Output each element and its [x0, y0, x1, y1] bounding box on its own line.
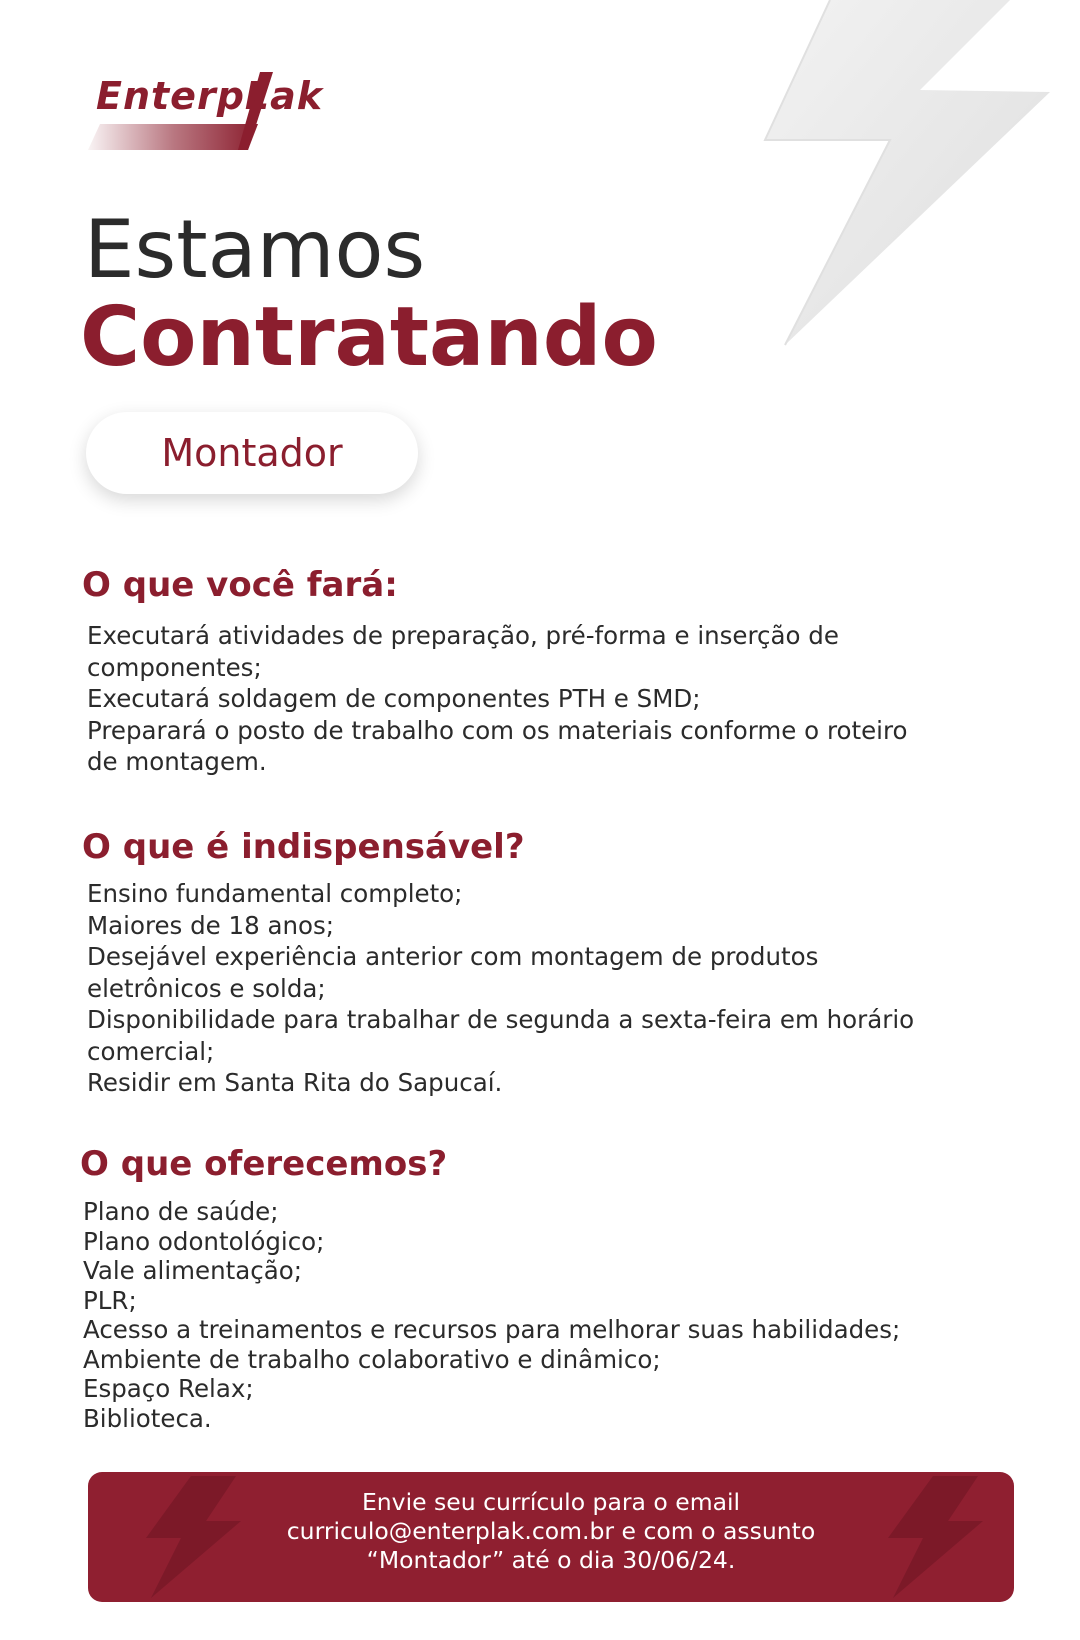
- role-badge: Montador: [86, 412, 418, 494]
- list-item: Disponibilidade para trabalhar de segunda a sexta-feira em horário: [87, 1005, 915, 1034]
- cta-banner: [88, 1472, 1014, 1602]
- cta-line-1: Envie seu currículo para o email: [361, 1488, 741, 1516]
- section-body-tasks: [87, 620, 1007, 778]
- section-body-benefits: [83, 1197, 1003, 1433]
- cta-text: [88, 1488, 1014, 1575]
- list-item: Vale alimentação;: [83, 1256, 302, 1285]
- list-item: Residir em Santa Rita do Sapucaí.: [87, 1068, 503, 1097]
- list-item: Executará atividades de preparação, pré-forma e inserção de: [87, 621, 839, 650]
- list-item: componentes;: [87, 652, 262, 682]
- list-item: Preparará o posto de trabalho com os materiais conforme o roteiro: [87, 715, 908, 745]
- list-item: Espaço Relax;: [83, 1374, 254, 1403]
- list-item: Ensino fundamental completo;: [87, 879, 463, 908]
- list-item: Maiores de 18 anos;: [87, 910, 335, 940]
- list-item: Acesso a treinamentos e recursos para melhorar suas habilidades;: [83, 1315, 901, 1344]
- list-item: comercial;: [87, 1036, 215, 1066]
- logo-text: EnterpLak: [96, 74, 324, 118]
- cta-email-line: curriculo@enterplak.com.br e com o assunto: [286, 1517, 816, 1545]
- section-body-requirements: [87, 878, 1007, 1099]
- list-item: Executará soldagem de componentes PTH e SMD;: [87, 684, 701, 713]
- list-item: Biblioteca.: [83, 1403, 212, 1433]
- list-item: Ambiente de trabalho colaborativo e dinâmico;: [83, 1344, 661, 1374]
- company-logo: [88, 70, 348, 160]
- cta-deadline-line: “Montador” até o dia 30/06/24.: [366, 1546, 736, 1574]
- list-item: Desejável experiência anterior com montagem de produtos: [87, 942, 819, 971]
- headline-line-2: Contratando: [80, 290, 658, 385]
- headline-line-1: Estamos: [84, 203, 426, 296]
- lightning-bolt-icon: [760, 0, 1060, 350]
- list-item: eletrônicos e solda;: [87, 973, 326, 1003]
- list-item: de montagem.: [87, 747, 267, 776]
- section-title-benefits: O que oferecemos?: [80, 1144, 448, 1184]
- list-item: PLR;: [83, 1285, 137, 1315]
- list-item: Plano odontológico;: [83, 1226, 325, 1256]
- section-title-requirements: O que é indispensável?: [82, 827, 525, 867]
- list-item: Plano de saúde;: [83, 1197, 279, 1226]
- section-title-tasks: O que você fará:: [82, 565, 398, 605]
